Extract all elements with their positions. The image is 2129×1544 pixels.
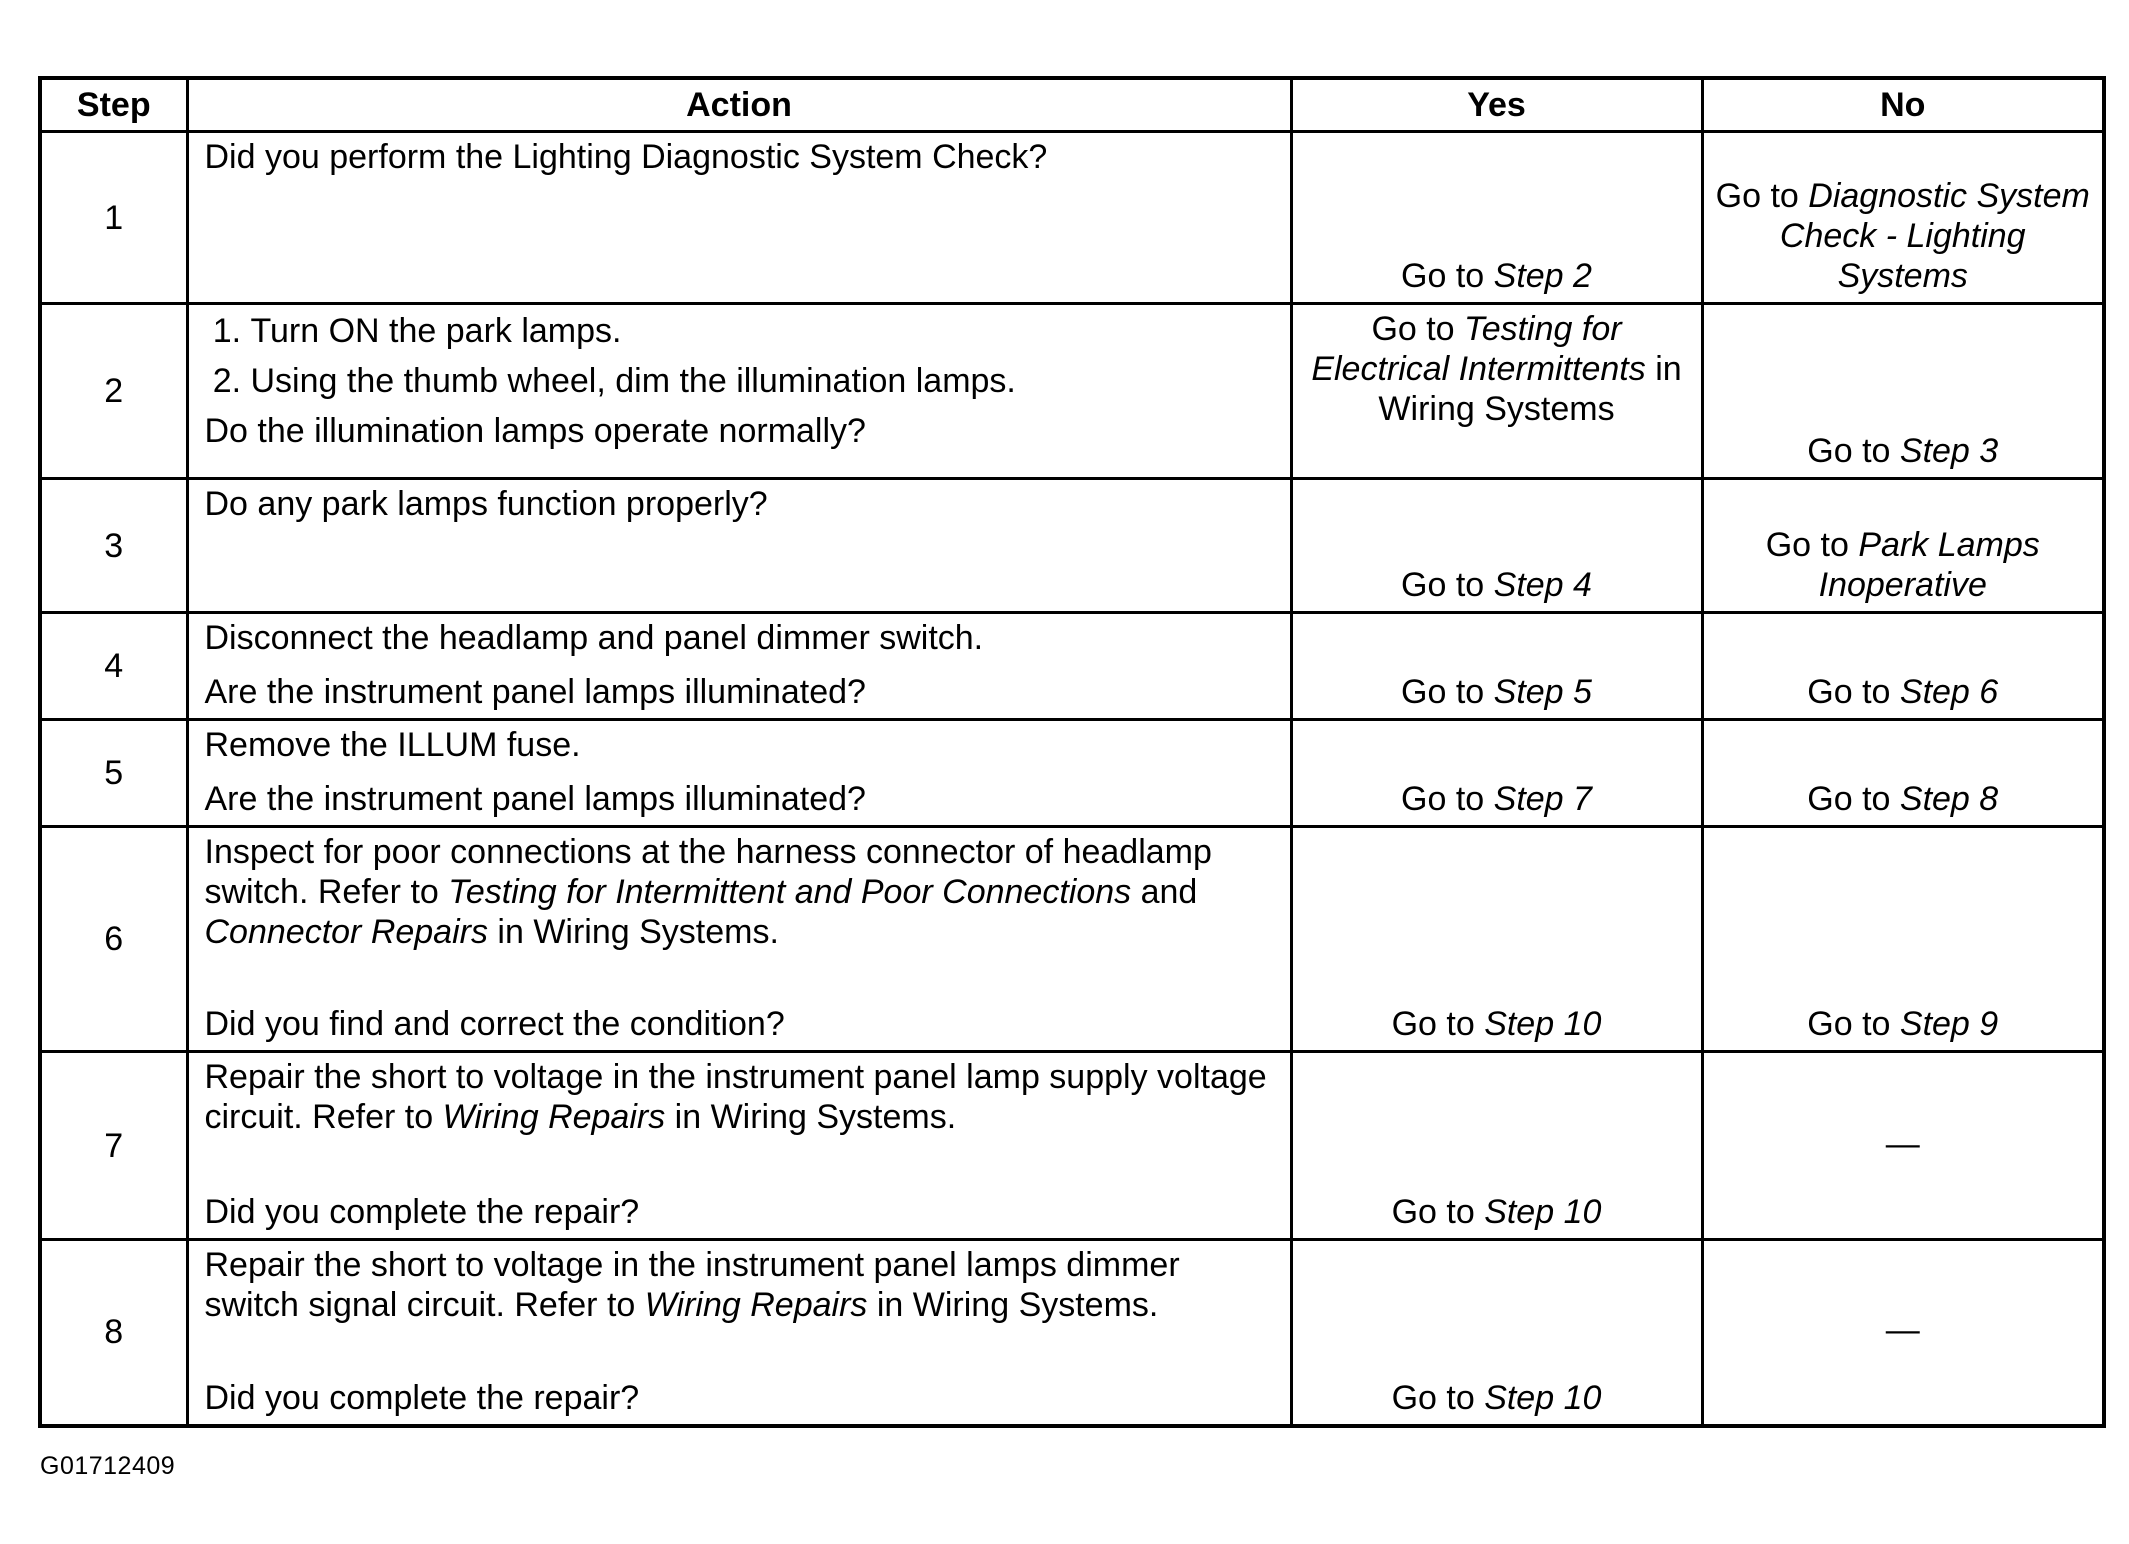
no-prefix: Go to xyxy=(1807,432,1900,470)
action-text-part: and xyxy=(1131,873,1198,911)
action-cell xyxy=(187,479,1291,613)
no-cell xyxy=(1702,304,2104,479)
no-link[interactable]: Diagnostic System Check - Lighting Systems xyxy=(1779,177,2090,295)
table-row xyxy=(40,1240,2104,1426)
yes-prefix: Go to xyxy=(1401,780,1494,818)
yes-cell xyxy=(1291,479,1702,613)
no-cell xyxy=(1702,827,2104,1052)
no-prefix: Go to xyxy=(1715,177,1809,215)
no-cell xyxy=(1702,1240,2104,1426)
action-question: Did you complete the repair? xyxy=(204,1378,640,1417)
action-question: Are the instrument panel lamps illuminated? xyxy=(204,673,866,711)
yes-prefix: Go to xyxy=(1391,1193,1485,1231)
action-cell xyxy=(187,1052,1291,1240)
step-number: 1 xyxy=(40,132,187,304)
no-prefix: Go to xyxy=(1807,673,1900,711)
action-text xyxy=(205,1057,1276,1137)
action-question: Did you perform the Lighting Diagnostic System Check? xyxy=(204,138,1048,176)
yes-cell xyxy=(1291,1052,1702,1240)
yes-link[interactable]: Step 10 xyxy=(1484,1005,1602,1043)
table-row xyxy=(40,613,2104,720)
action-cell xyxy=(187,613,1291,720)
action-question: Do any park lamps function properly? xyxy=(204,485,768,523)
table-row xyxy=(40,479,2104,613)
step-number: 6 xyxy=(40,827,187,1052)
no-cell xyxy=(1702,479,2104,613)
no-prefix: Go to xyxy=(1765,526,1859,564)
yes-cell xyxy=(1291,304,1702,479)
action-steps-list xyxy=(205,311,1276,401)
no-cell xyxy=(1702,613,2104,720)
action-reference-link[interactable]: Connector Repairs xyxy=(204,913,488,951)
yes-link[interactable]: Step 10 xyxy=(1484,1193,1602,1231)
action-cell xyxy=(187,827,1291,1052)
action-cell xyxy=(187,1240,1291,1426)
action-text-part: in Wiring Systems. xyxy=(867,1286,1159,1324)
header-step: Step xyxy=(40,78,187,132)
action-text xyxy=(205,832,1276,952)
no-prefix: Go to xyxy=(1807,780,1900,818)
action-step-item: 2. Using the thumb wheel, dim the illumination lamps. xyxy=(251,361,1276,401)
yes-cell xyxy=(1291,827,1702,1052)
step-number: 8 xyxy=(40,1240,187,1426)
no-cell xyxy=(1702,1052,2104,1240)
yes-link[interactable]: Step 2 xyxy=(1493,257,1592,295)
table-row xyxy=(40,304,2104,479)
step-number: 3 xyxy=(40,479,187,613)
step-number: 2 xyxy=(40,304,187,479)
yes-cell xyxy=(1291,613,1702,720)
action-question: Did you complete the repair? xyxy=(204,1193,640,1231)
action-reference-link[interactable]: Wiring Repairs xyxy=(644,1286,868,1324)
yes-prefix: Go to xyxy=(1391,1378,1485,1417)
action-cell xyxy=(187,720,1291,827)
no-link[interactable]: Step 9 xyxy=(1899,1005,1999,1043)
action-text: Remove the ILLUM fuse. xyxy=(204,726,581,764)
no-cell xyxy=(1702,720,2104,827)
step-number: 7 xyxy=(40,1052,187,1240)
yes-cell xyxy=(1291,1240,1702,1426)
table-header-row xyxy=(40,78,2104,132)
action-step-item: 1. Turn ON the park lamps. xyxy=(251,311,1276,351)
action-question: Do the illumination lamps operate normally? xyxy=(204,412,866,450)
no-link[interactable]: Step 8 xyxy=(1899,780,1999,818)
action-question: Did you find and correct the condition? xyxy=(204,1005,785,1043)
action-reference-link[interactable]: Wiring Repairs xyxy=(442,1098,666,1136)
header-no: No xyxy=(1702,78,2104,132)
action-question: Are the instrument panel lamps illuminated? xyxy=(204,780,866,818)
table-row xyxy=(40,1052,2104,1240)
action-text-part: in Wiring Systems. xyxy=(665,1098,957,1136)
action-reference-link[interactable]: Testing for Intermittent and Poor Connections xyxy=(448,873,1132,911)
figure-id: G01712409 xyxy=(40,1452,176,1480)
action-text-part: Repair the short to voltage in the instrument panel lamp supply voltage circuit. Refer to xyxy=(204,1058,1267,1136)
no-dash: — xyxy=(1885,1311,1920,1350)
yes-link[interactable]: Step 4 xyxy=(1493,566,1592,604)
no-cell xyxy=(1702,132,2104,304)
no-link[interactable]: Park Lamps Inoperative xyxy=(1818,526,2040,604)
table-row xyxy=(40,827,2104,1052)
yes-prefix: Go to xyxy=(1401,673,1494,711)
no-link[interactable]: Step 6 xyxy=(1899,673,1999,711)
header-yes: Yes xyxy=(1291,78,1702,132)
no-prefix: Go to xyxy=(1807,1005,1900,1043)
action-text: Disconnect the headlamp and panel dimmer switch. xyxy=(204,619,984,657)
step-number: 4 xyxy=(40,613,187,720)
table-row xyxy=(40,720,2104,827)
yes-link[interactable]: Step 10 xyxy=(1484,1378,1602,1417)
yes-prefix: Go to xyxy=(1401,257,1494,295)
action-text-part: Inspect for poor connections at the harness connector of headlamp switch. Refer to xyxy=(204,833,1212,911)
yes-prefix: Go to xyxy=(1391,1005,1485,1043)
yes-link[interactable]: Step 5 xyxy=(1493,673,1592,711)
no-link[interactable]: Step 3 xyxy=(1899,432,1999,470)
yes-link[interactable]: Step 7 xyxy=(1493,780,1592,818)
yes-cell xyxy=(1291,720,1702,827)
action-cell xyxy=(187,132,1291,304)
no-dash: — xyxy=(1885,1124,1920,1163)
yes-cell xyxy=(1291,132,1702,304)
action-text xyxy=(205,1245,1276,1325)
yes-prefix: Go to xyxy=(1401,566,1494,604)
yes-prefix: Go to xyxy=(1371,310,1465,348)
table-row xyxy=(40,132,2104,304)
yes-suffix: in Wiring Systems xyxy=(1378,350,1682,428)
action-cell xyxy=(187,304,1291,479)
step-number: 5 xyxy=(40,720,187,827)
header-action: Action xyxy=(187,78,1291,132)
action-text-part: in Wiring Systems. xyxy=(487,913,779,951)
diagnostic-table xyxy=(38,76,2106,1428)
yes-link[interactable]: Testing for Electrical Intermittents xyxy=(1311,310,1646,388)
action-text-part: Repair the short to voltage in the instrument panel lamps dimmer switch signal circuit. Refer to xyxy=(204,1246,1180,1324)
